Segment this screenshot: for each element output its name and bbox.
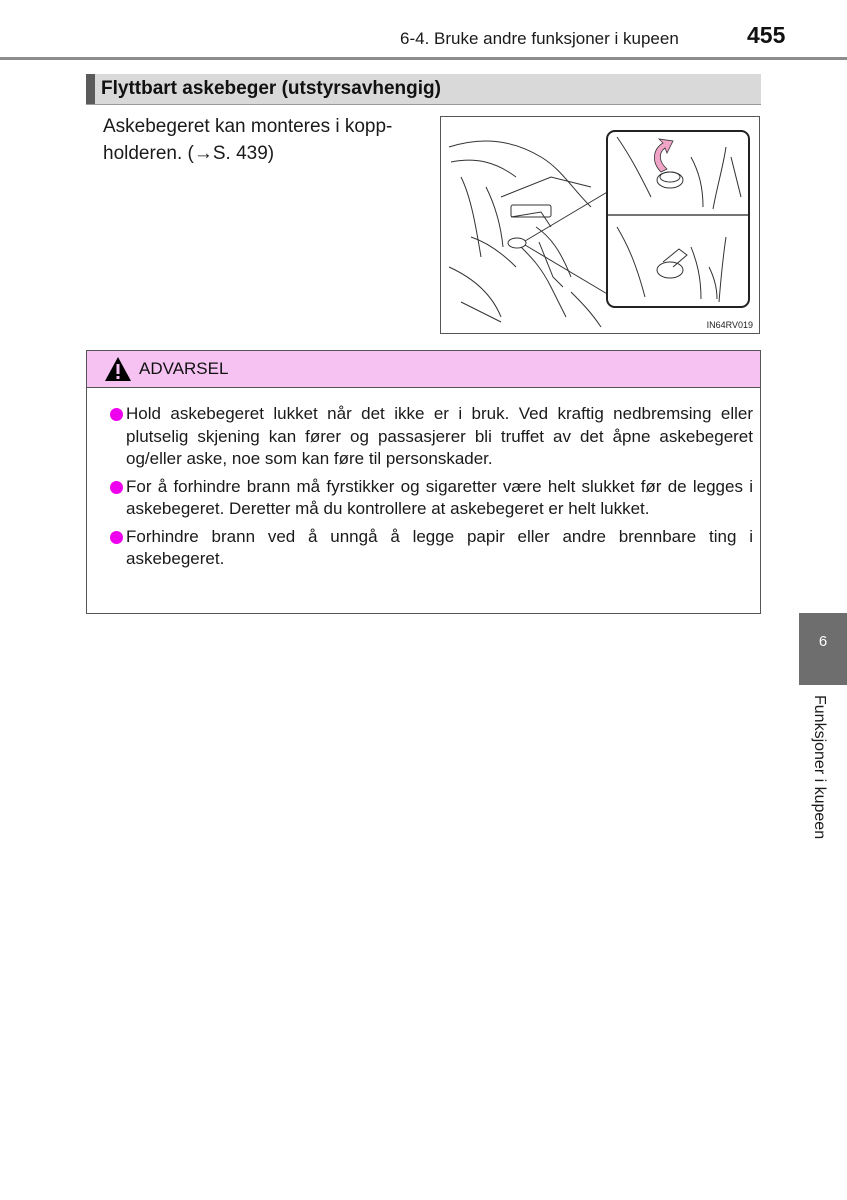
warning-item-text: Hold askebegeret lukket når det ikke er i bruk. Ved kraftig nedbremsing eller plutselig skjening kan fører og passasjerer bli truffet av det åpne askebegeret og/eller aske, noe som kan føre til personskader. [126,404,753,468]
warning-item-text: For å forhindre brann må fyrstikker og sigaretter være helt slukket før de legges i askebegeret. Deretter må du kontrollere at askebegeret er helt lukket. [126,476,753,518]
figure-code: IN64RV019 [706,320,753,330]
warning-triangle-icon [104,356,132,382]
warning-item [110,526,753,571]
section-title-bar [86,74,761,105]
chapter-tab-number: 6 [818,633,828,650]
warning-list [110,403,753,576]
section-title: Flyttbart askebeger (utstyrsavhengig) [101,78,441,99]
intro-line-2: holderen. (→S. 439) [103,143,275,164]
header-rule [0,57,847,60]
bullet-icon [110,481,123,494]
page-number: 455 [747,22,786,48]
chapter-header-title: 6-4. Bruke andre funksjoner i kupeen [400,29,679,48]
intro-line-1: Askebegeret kan monteres i kopp- [103,116,393,137]
warning-box [86,350,761,614]
warning-label: ADVARSEL [139,359,229,378]
warning-item [110,476,753,521]
chapter-tab-label: Funksjoner i kupeen [811,695,828,840]
ashtray-illustration-drawing [441,117,759,333]
intro-text [103,113,433,167]
section-title-accent [86,74,95,104]
warning-item-text: Forhindre brann ved å unngå å legge papir eller andre brennbare ting i askebegeret. [126,526,753,568]
bullet-icon [110,408,123,421]
ashtray-illustration [440,116,760,334]
warning-header [87,351,760,388]
bullet-icon [110,531,123,544]
chapter-tab [799,613,847,685]
warning-item [110,403,753,471]
